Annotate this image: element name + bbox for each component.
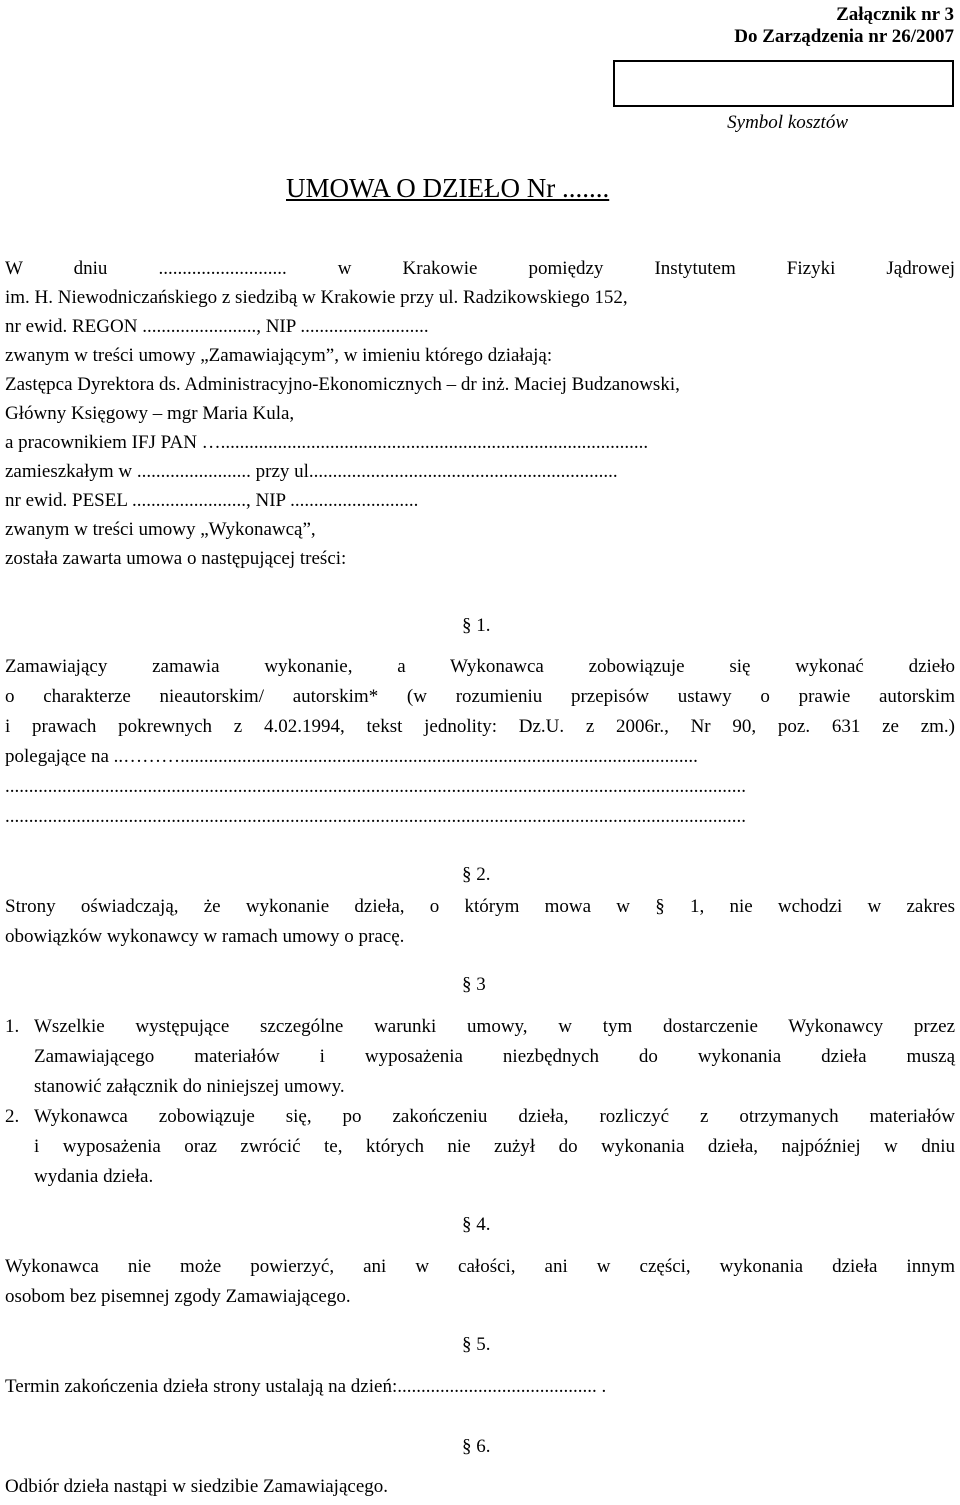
cost-symbol-box[interactable] [613, 60, 954, 107]
section-2-line-1: Strony oświadczają, że wykonanie dzieła, o którym mowa w § 1, nie wchodzi w zakres [5, 896, 955, 917]
section-3-item-2-number: 2. [5, 1106, 20, 1127]
section-3-item-1-number: 1. [5, 1016, 20, 1037]
intro-line-1: W dniu ........................... w Krakowie pomiędzy Instytutem Fizyki Jądrowej [5, 258, 955, 279]
intro-line-7: a pracownikiem IFJ PAN ….......................................................................................... [5, 432, 649, 453]
section-4-line-1: Wykonawca nie może powierzyć, ani w całości, ani w części, wykonania dzieła innym [5, 1256, 955, 1277]
intro-line-6: Główny Księgowy – mgr Maria Kula, [5, 403, 295, 424]
intro-line-8: zamieszkałym w ........................ przy ul................................................................. [5, 461, 618, 482]
cost-symbol-label: Symbol kosztów [727, 112, 848, 133]
intro-line-9: nr ewid. PESEL ........................, NIP ........................... [5, 490, 419, 511]
intro-line-3: nr ewid. REGON ........................, NIP ........................... [5, 316, 429, 337]
intro-line-5: Zastępca Dyrektora ds. Administracyjno-Ekonomicznych – dr inż. Maciej Budzanowski, [5, 374, 680, 395]
section-3-item-1-line-3: stanowić załącznik do niniejszej umowy. [34, 1076, 345, 1097]
section-1-line-1: Zamawiający zamawia wykonanie, a Wykonawca zobowiązuje się wykonać dzieło [5, 656, 955, 677]
section-1-line-2: o charakterze nieautorskim/ autorskim* (w rozumieniu przepisów ustawy o prawie autorskim [5, 686, 955, 707]
section-6-line-1: Odbiór dzieła nastąpi w siedzibie Zamawiającego. [5, 1476, 389, 1497]
section-3-item-2-line-1: Wykonawca zobowiązuje się, po zakończeniu dzieła, rozliczyć z otrzymanych materiałów [34, 1106, 955, 1127]
intro-line-2: im. H. Niewodniczańskiego z siedzibą w Krakowie przy ul. Radzikowskiego 152, [5, 287, 628, 308]
section-2-title: § 2. [462, 864, 491, 885]
section-1-line-4: polegające na ..………............................................................................................................. [5, 746, 698, 767]
section-1-line-6: ............................................................................................................................................................ [5, 806, 746, 827]
section-5-title: § 5. [462, 1334, 491, 1355]
attachment-number: Załącznik nr 3 [836, 4, 954, 25]
section-3-item-2-line-3: wydania dzieła. [34, 1166, 154, 1187]
section-3-item-1-line-1: Wszelkie występujące szczególne warunki umowy, w tym dostarczenie Wykonawcy przez [34, 1016, 955, 1037]
section-4-title: § 4. [462, 1214, 491, 1235]
section-3-title: § 3 [462, 974, 486, 995]
section-6-title: § 6. [462, 1436, 491, 1457]
intro-line-4: zwanym w treści umowy „Zamawiającym”, w imieniu którego działają: [5, 345, 553, 366]
intro-line-11: została zawarta umowa o następującej treści: [5, 548, 347, 569]
page-title: UMOWA O DZIEŁO Nr ....... [286, 173, 610, 203]
section-5-line-1: Termin zakończenia dzieła strony ustalają na dzień:.......................................... . [5, 1376, 607, 1397]
section-2-line-2: obowiązków wykonawcy w ramach umowy o pracę. [5, 926, 405, 947]
intro-line-10: zwanym w treści umowy „Wykonawcą”, [5, 519, 316, 540]
section-4-line-2: osobom bez pisemnej zgody Zamawiającego. [5, 1286, 351, 1307]
section-1-line-5: ............................................................................................................................................................ [5, 776, 746, 797]
ordinance-reference: Do Zarządzenia nr 26/2007 [734, 26, 954, 47]
section-1-line-3: i prawach pokrewnych z 4.02.1994, tekst jednolity: Dz.U. z 2006r., Nr 90, poz. 631 ze zm.) [5, 716, 955, 737]
section-1-title: § 1. [462, 615, 491, 636]
section-3-item-1-line-2: Zamawiającego materiałów i wyposażenia niezbędnych do wykonania dzieła muszą [34, 1046, 955, 1067]
section-3-item-2-line-2: i wyposażenia oraz zwrócić te, których nie zużył do wykonania dzieła, najpóźniej w dniu [34, 1136, 955, 1157]
